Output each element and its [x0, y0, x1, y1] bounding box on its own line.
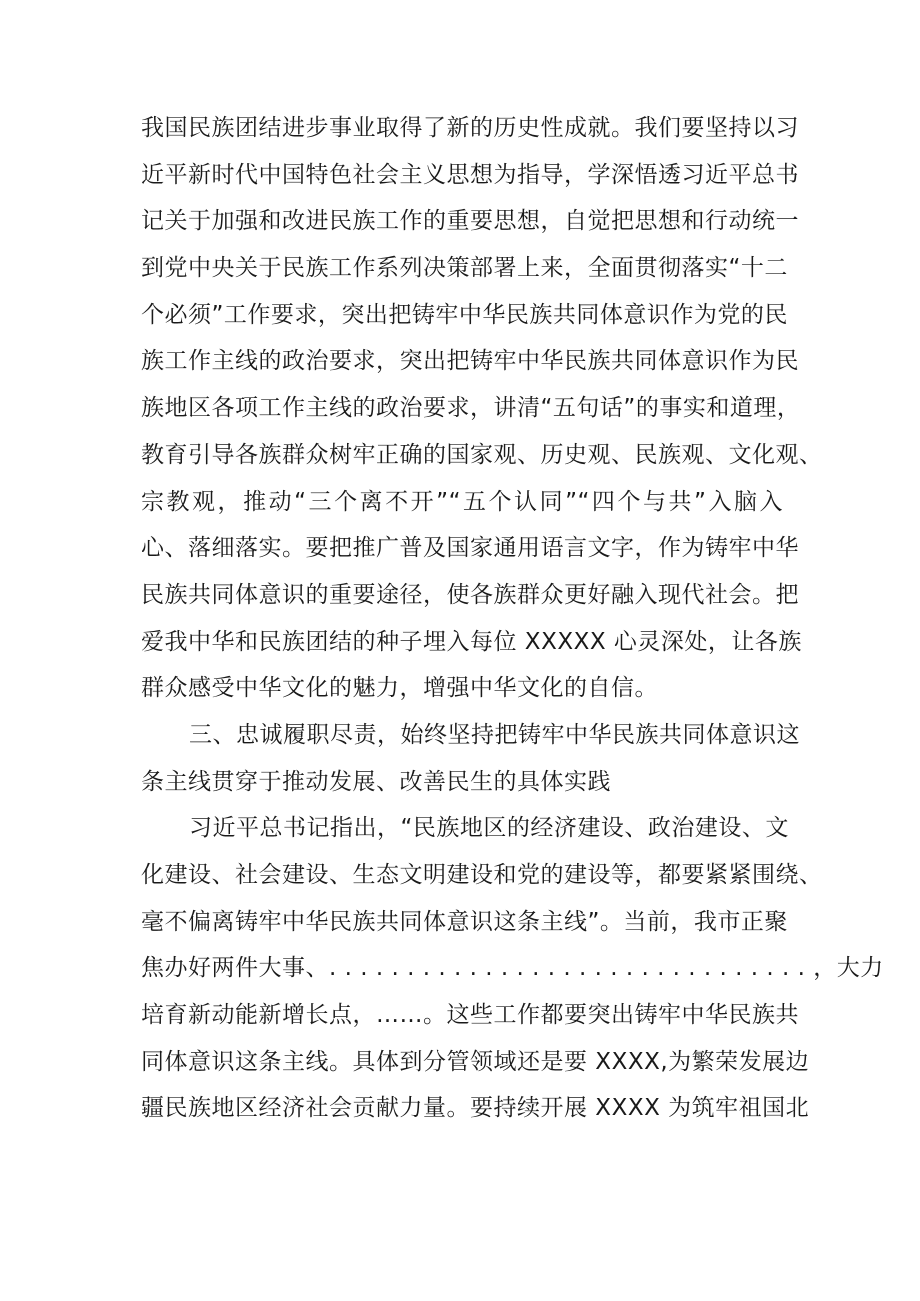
paragraph-line: 焦办好两件大事、. . . . . . . . . . . . . . . . . . . . . . . . . . . . . . . ，大力 [141, 955, 884, 982]
section-heading-line: 三、忠诚履职尽责，始终坚持把铸牢中华民族共同体意识这 [189, 721, 800, 748]
paragraph-line: 疆民族地区经济社会贡献力量。要持续开展 XXXX 为筑牢祖国北 [141, 1095, 810, 1122]
paragraph-line: 族地区各项工作主线的政治要求，讲清“五句话”的事实和道理， [141, 395, 801, 422]
section-heading-line: 条主线贯穿于推动发展、改善民生的具体实践 [141, 768, 611, 795]
paragraph-line: 同体意识这条主线。具体到分管领域还是要 XXXX,为繁荣发展边 [141, 1048, 810, 1075]
paragraph-line: 宗教观，推动“三个离不开”“五个认同”“四个与共”入脑入 [141, 488, 783, 515]
paragraph-line: 记关于加强和改进民族工作的重要思想，自觉把思想和行动统一 [141, 208, 799, 235]
paragraph-line: 习近平总书记指出，“民族地区的经济建设、政治建设、文 [189, 815, 789, 842]
paragraph-line: 爱我中华和民族团结的种子埋入每位 XXXXX 心灵深处，让各族 [141, 628, 802, 655]
paragraph-line: 教育引导各族群众树牢正确的国家观、历史观、民族观、文化观、 [141, 441, 823, 468]
paragraph-line: 心、落细落实。要把推广普及国家通用语言文字，作为铸牢中华 [141, 535, 799, 562]
paragraph-line: 我国民族团结进步事业取得了新的历史性成就。我们要坚持以习 [141, 115, 799, 141]
body-text [141, 105, 884, 1132]
paragraph-line: 民族共同体意识的重要途径，使各族群众更好融入现代社会。把 [141, 581, 799, 608]
paragraph-line: 毫不偏离铸牢中华民族共同体意识这条主线”。当前，我市正聚 [141, 908, 788, 935]
paragraph-line: 培育新动能新增长点，……。这些工作都要突出铸牢中华民族共 [141, 1002, 799, 1029]
paragraph-line: 个必须”工作要求，突出把铸牢中华民族共同体意识作为党的民 [141, 301, 788, 328]
paragraph-line: 化建设、社会建设、生态文明建设和党的建设等，都要紧紧围绕、 [141, 862, 823, 888]
paragraph-line: 到党中央关于民族工作系列决策部署上来，全面贯彻落实“十二 [141, 255, 788, 282]
paragraph-line: 族工作主线的政治要求，突出把铸牢中华民族共同体意识作为民 [141, 348, 799, 375]
paragraph-line: 群众感受中华文化的魅力，增强中华文化的自信。 [141, 675, 658, 702]
paragraph-line: 近平新时代中国特色社会主义思想为指导，学深悟透习近平总书 [141, 161, 799, 188]
